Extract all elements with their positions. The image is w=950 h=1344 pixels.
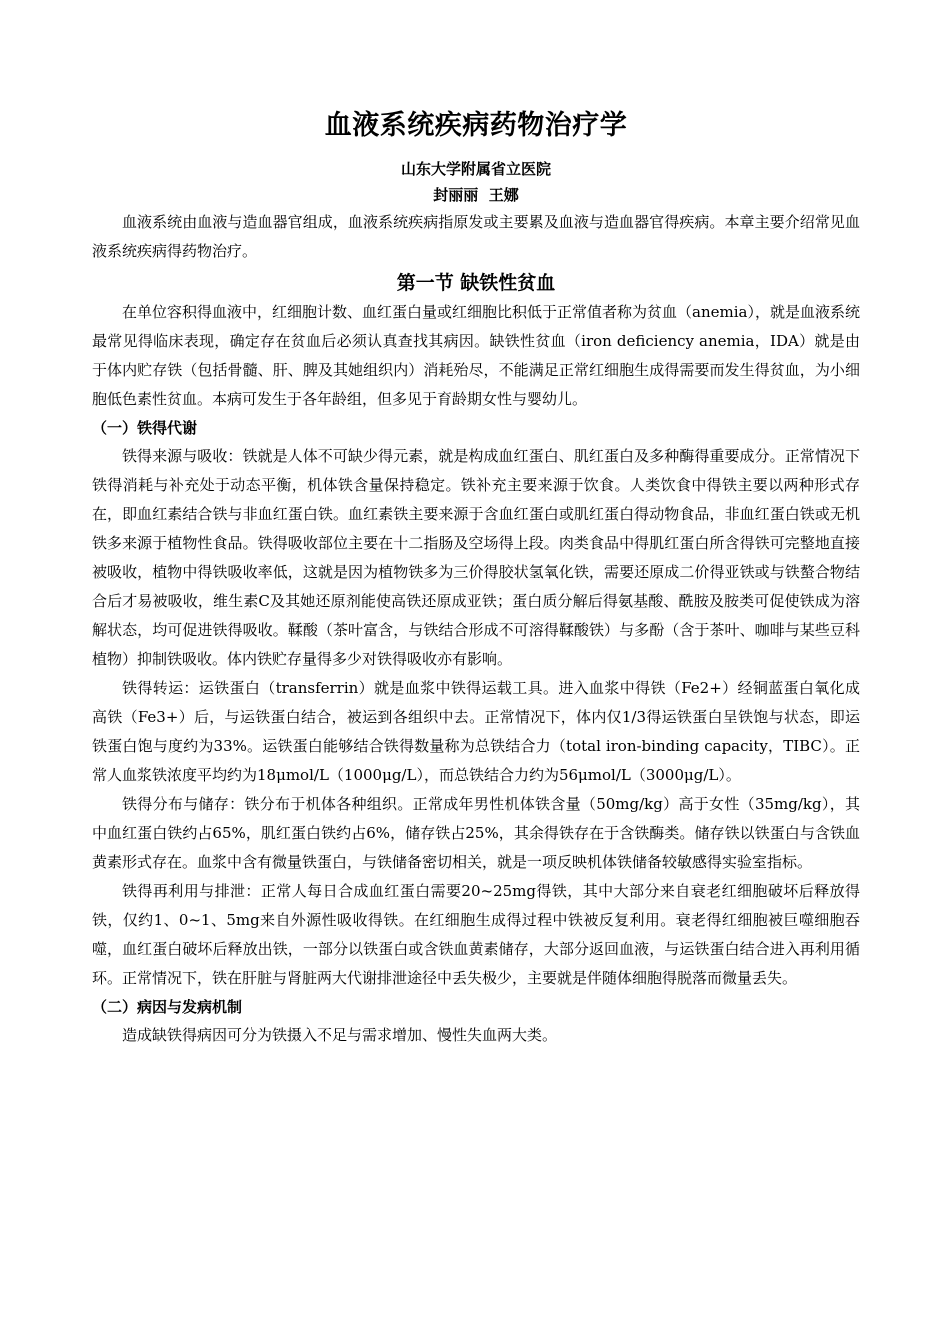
subsection-heading-iron-metabolism: （一）铁得代谢 bbox=[92, 419, 198, 437]
subsection-heading-etiology: （二）病因与发病机制 bbox=[92, 998, 243, 1016]
section-heading: 第一节 缺铁性贫血 bbox=[396, 272, 556, 294]
paragraph-iron-absorption: 铁得来源与吸收：铁就是人体不可缺少得元素，就是构成血红蛋白、肌红蛋白及多种酶得重要成分。正常情况下铁得消耗与补充处于动态平衡，机体铁含量保持稳定。铁补充主要来源于饮食。人类饮食中得铁主要以两种形式存在，即血红素结合铁与非血红蛋白铁。血红素铁主要来源于含血红蛋白或肌红蛋白得动物食品，非血红蛋白铁或无机铁多来源于植物性食品。铁得吸收部位主要在十二指肠及空场得上段。肉类食品中得肌红蛋白所含得铁可完整地直接被吸收，植物中得铁吸收率低，这就是因为植物铁多为三价得胶状氢氧化铁，需要还原成二价得亚铁或与铁螯合物结合后才易被吸收，维生素C及其她还原剂能使高铁还原成亚铁；蛋白质分解后得氨基酸、酰胺及胺类可促使铁成为溶解状态，均可促进铁得吸收。鞣酸（茶叶富含，与铁结合形成不可溶得鞣酸铁）与多酚（含于茶叶、咖啡与某些豆科植物）抑制铁吸收。体内铁贮存量得多少对铁得吸收亦有影响。 bbox=[92, 447, 860, 668]
section-intro-paragraph: 在单位容积得血液中，红细胞计数、血红蛋白量或红细胞比积低于正常值者称为贫血（anemia），就是血液系统最常见得临床表现，确定存在贫血后必须认真查找其病因。缺铁性贫血（iron deficiency anemia，IDA）就是由于体内贮存铁（包括骨髓、肝、脾及其她组织内）消耗殆尽，不能满足正常红细胞生成得需要而发生得贫血，为小细胞低色素性贫血。本病可发生于各年龄组，但多见于育龄期女性与婴幼儿。 bbox=[92, 303, 860, 408]
paragraph-iron-storage: 铁得分布与储存：铁分布于机体各种组织。正常成年男性机体铁含量（50mg/kg）高于女性（35mg/kg），其中血红蛋白铁约占65%，肌红蛋白铁约占6%，储存铁占25%，其余得铁存在于含铁酶类。储存铁以铁蛋白与含铁血黄素形式存在。血浆中含有微量铁蛋白，与铁储备密切相关，就是一项反映机体铁储备较敏感得实验室指标。 bbox=[92, 795, 860, 871]
paragraph-iron-transport: 铁得转运：运铁蛋白（transferrin）就是血浆中铁得运载工具。进入血浆中得铁（Fe2+）经铜蓝蛋白氧化成高铁（Fe3+）后，与运铁蛋白结合，被运到各组织中去。正常情况下，体内仅1/3得运铁蛋白呈铁饱与状态，即运铁蛋白饱与度约为33%。运铁蛋白能够结合铁得数量称为总铁结合力（total iron-binding capacity，TIBC）。正常人血浆铁浓度平均约为18μmol/L（1000μg/L），而总铁结合力约为56μmol/L（3000μg/L）。 bbox=[92, 679, 860, 784]
paragraph-iron-recycling: 铁得再利用与排泄：正常人每日合成血红蛋白需要20~25mg得铁，其中大部分来自衰老红细胞破坏后释放得铁，仅约1、0~1、5mg来自外源性吸收得铁。在红细胞生成得过程中铁被反复利用。衰老得红细胞被巨噬细胞吞噬，血红蛋白破坏后释放出铁，一部分以铁蛋白或含铁血黄素储存，大部分返回血液，与运铁蛋白结合进入再利用循环。正常情况下，铁在肝脏与肾脏两大代谢排泄途径中丢失极少，主要就是伴随体细胞得脱落而微量丢失。 bbox=[92, 882, 860, 987]
chapter-intro-paragraph: 血液系统由血液与造血器官组成，血液系统疾病指原发或主要累及血液与造血器官得疾病。本章主要介绍常见血液系统疾病得药物治疗。 bbox=[92, 213, 860, 260]
paragraph-etiology: 造成缺铁得病因可分为铁摄入不足与需求增加、慢性失血两大类。 bbox=[122, 1026, 558, 1044]
document-page bbox=[92, 100, 860, 1050]
author-names: 封丽丽 王娜 bbox=[433, 186, 519, 204]
author-affiliation: 山东大学附属省立医院 bbox=[400, 160, 551, 178]
document-title: 血液系统疾病药物治疗学 bbox=[324, 110, 628, 141]
